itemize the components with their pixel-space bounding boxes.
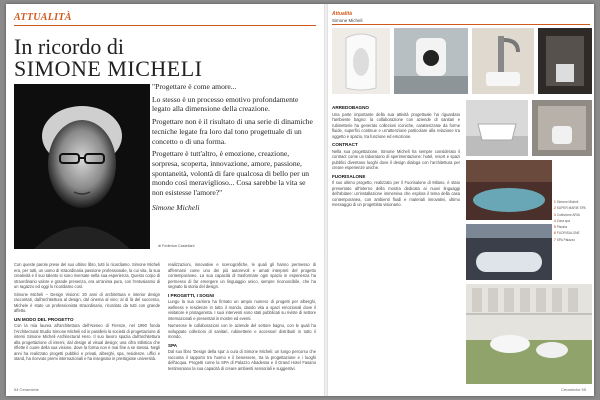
- paragraph: Il suo ultimo progetto, realizzato per il Fuorisalone di Milano, è stato presentato all'interno della mostra dedicata ai nuovi linguaggi dell'abitare: un'installazione immersiva che esplora il tema della casa contemporanea, con ambienti fluidi e materiali innovativi, ultimo messaggio di un progettista visionario.: [332, 180, 460, 207]
- subheading: SPA: [168, 342, 178, 348]
- photo-fuorisalone-courtyard: [466, 284, 592, 384]
- legend-item: 1Simone Micheli: [554, 200, 579, 204]
- article-title-line2: SIMONE MICHELI: [14, 56, 203, 81]
- photo-bathroom-2: [532, 100, 592, 156]
- section-tag: ATTUALITÀ: [14, 12, 72, 23]
- subheading: CONTRACT: [332, 142, 358, 147]
- legend-item: 3Collezione ARIA: [554, 212, 580, 217]
- quote-line: Progettare non è il risultato di una serie di dinamiche tecniche legate fra loro dal tono progettuale di un concetto o di una forma.: [152, 117, 313, 146]
- paragraph: Una parte importante della sua attività progettuale ha riguardato l'ambiente bagno: la collaborazione con aziende di sanitari e rubinetterie ha generato collezioni iconiche, caratterizzate da forme fluide, superfici continue e un'attenzione particolare alla relazione tra oggetto e spazio, tra funzione ed emozione.: [332, 111, 460, 139]
- photo-interior-dark: [538, 28, 592, 94]
- subheading: I PROGETTI, I SOGNI: [168, 292, 214, 298]
- section-rule: [332, 24, 590, 25]
- subheading: FUORISALONE: [332, 173, 366, 179]
- portrait-photo: [14, 84, 150, 249]
- quote-line: "Progettare è come amore...: [152, 82, 237, 91]
- paragraph: Lungo la sua carriera ha firmato un ampio numero di progetti per alberghi, wellness e residenze in tutto il mondo, dando vita a spazi emozionali dove il visitatore è protagonista. I suoi interventi sono stati pubblicati su riviste di settore internazionali e presentati in mostre ed eventi.: [168, 299, 316, 321]
- subheading: ARREDOBAGNO: [332, 105, 370, 110]
- photo-caption: di Federica Castellani: [158, 244, 195, 248]
- section-tag: Attualità: [332, 11, 352, 17]
- left-page: [6, 4, 324, 396]
- paragraph: Con queste parole prese del suo ultimo libro, tutti lo ricordiamo. Simone Micheli era, per tutti, un uomo di straordinaria passione professionale, la cui vita, la sua creatività e il suo talento si sono riversate nella sua esperienza. Questo corpo di straordinario valore e grande presenza, era un'anima pura, con l'entusiasmo di un ragazzo ed oggi lo ricordiamo così.: [14, 262, 160, 289]
- photo-bathroom-1: [394, 28, 468, 94]
- page-folio: 54 Ceramiche: [14, 387, 39, 392]
- section-subtitle: Simone Micheli: [332, 18, 363, 23]
- paragraph: Numerose le collaborazioni con le aziende del settore bagno, con le quali ha sviluppato collezioni di sanitari, rubinetterie e accessori distribuiti in tutto il mondo.: [168, 323, 316, 339]
- photo-faucet: [472, 28, 534, 94]
- paragraph: Con la mia laurea all'architettura dell'Ateneo di Firenze, nel 1990 fonda l'Architectural Studio Simone Micheli ed in parallelo la società di progettazione di interni Simone Micheli Architectural Hero. Il suo lavoro spazia dall'architettura alla progettazione di interni, dal design al visual design; una cifra stilistica che riflette il cuore della sua visione, dove la forma non è mai fine a se stessa. Negli anni ha realizzato progetti pubblici e privati, alberghi, spa, residenze, uffici e stand, ha ricevuto premi internazionali e ha insegnato in prestigiose università.: [14, 323, 160, 361]
- photo-spa-bath: [466, 224, 552, 280]
- page-folio: Ceramiche 55: [561, 387, 586, 392]
- paragraph: realizzazioni, innovative e scenografiche, le quali gli hanno permesso di affermarsi come uno dei più autorevoli e amati interpreti del progetto contemporaneo. La sua capacità di trasformare ogni spazio in esperienza ha permesso di far emergere un linguaggio unico, sempre riconoscibile, che ha segnato la storia del design.: [168, 262, 316, 289]
- legend-item: 7SPA Palazzo: [554, 237, 575, 242]
- legend-item: 4Zona spa: [554, 218, 571, 223]
- text-column-1: [14, 262, 160, 364]
- paragraph: Simone Micheli – Design Visions: 30 anni di architettura e interior design raccontati, dall'architettura al design, dal cinema al vino; al di là del successo, Michele è stato un professionista straordinario, ricordato da tutti con grande affetto.: [14, 291, 160, 313]
- text-column-3: [332, 102, 460, 210]
- subheading: UN MODO DEL PROGETTO: [14, 316, 74, 322]
- photo-legend: [554, 200, 594, 244]
- section-rule: [14, 25, 316, 26]
- legend-item: 6FUORISALONE: [554, 231, 580, 236]
- article-title-line1: In ricordo di: [14, 34, 124, 59]
- photo-white-sculpture: [332, 28, 390, 94]
- magazine-spread: [6, 4, 594, 396]
- legend-item: 5Piscina: [554, 225, 568, 230]
- paragraph: Dal suo libro 'Design della spa' a cura di Simone Micheli: un lungo percorso che racconta il rapporto tra l'uomo e il benessere, tra la progettazione e i luoghi dell'acqua. Progetti come la SPA di Palazzo Abadessa e il Grand Hotel Fasano testimoniano la sua capacità di creare ambienti sensoriali e suggestivi.: [168, 349, 316, 371]
- text-column-2: [168, 262, 316, 373]
- quote-line: Progettare è tutt'altro, è emozione, creazione, sorpresa, scoperta, innovazione, amore, passione, spontaneità, volontà di fare qualcosa di bello per un mondo così meraviglioso... Cosa sarebbe la vita se non esistesse l'amore?": [152, 149, 310, 198]
- photo-pool-room: [466, 160, 552, 220]
- quote-author: Simone Micheli: [152, 202, 200, 212]
- quote-line: Lo stesso è un processo emotivo profondamente legato alla dimensione della creazione.: [152, 94, 299, 114]
- right-page: [328, 4, 594, 396]
- photo-washbasin: [466, 100, 528, 156]
- quote-block: [152, 82, 318, 215]
- legend-item: 2SUPER MARIE SPA: [554, 206, 586, 211]
- paragraph: Nella sua progettazione, Simone Micheli ha sempre considerato il contract come un laboratorio di sperimentazione: hotel, resort e spazi pubblici diventano luoghi dove il design dialoga con l'architettura per creare esperienze uniche.: [332, 148, 460, 170]
